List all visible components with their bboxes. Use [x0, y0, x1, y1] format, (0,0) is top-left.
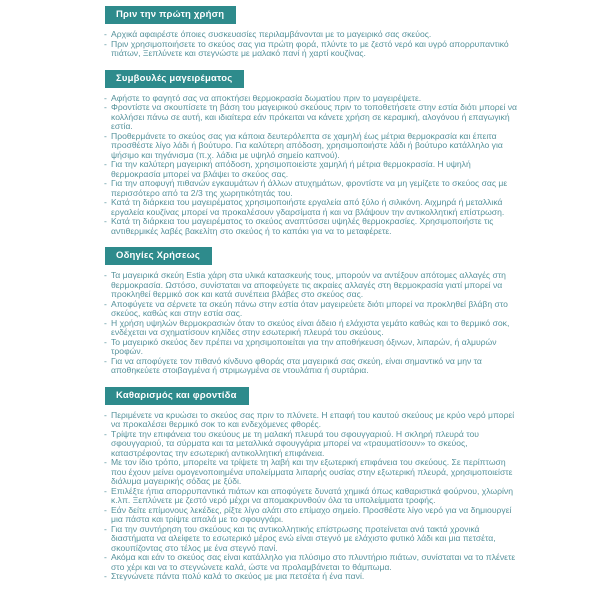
instruction-text: Κατά τη διάρκεια του μαγειρέματος το σκεύος αναπτύσσει υψηλές θερμοκρασίες. Χρησιμοποιήστε τις αντιθερμικές λαβές βακελίτη στο σκεύος ή το καπάκι για να το μεταφέρετε. — [111, 216, 494, 236]
instruction-text: Πριν χρησιμοποιήσετε το σκεύος σας για πρώτη φορά, πλύντε το με ζεστό νερό και υγρό απορρυπαντικό πιάτων, Ξεπλύνετε και στεγνώστε με μαλακό πανί ή χαρτί κουζίνας. — [111, 38, 509, 58]
bullet-list — [104, 271, 520, 376]
section-header-badge: Οδηγίες Χρήσεως — [105, 247, 212, 265]
instruction-item — [104, 300, 520, 319]
instruction-item — [104, 132, 520, 161]
bullet-dash-marker: - — [104, 159, 107, 169]
instruction-text: Με τον ίδιο τρόπο, μπορείτε να τρίψετε τη λαβή και την εξωτερική επιφάνεια του σκεύους. Σε περίπτωση που έχουν μείνει ομογενοποιημένα υπολείμματα λιπαρής ουσίας στην εξωτερική πλευρά, χρησιμοποιείστε διάλυμα μαγειρικής σόδας με ξύδι. — [111, 457, 513, 486]
instruction-item — [104, 525, 520, 554]
instruction-text: Επιλέξτε ήπια απορρυπαντικά πιάτων και αποφύγετε δυνατά χημικά όπως καθαριστικά φούρνου, χλωρίνη κ.λπ. Ξεπλύνετε με ζεστό νερό μέχρι να απομακρυνθούν όλα τα υπολείμματα τροφής. — [111, 485, 513, 505]
instruction-text: Προθερμάνετε το σκεύος σας για κάποια δευτερόλεπτα σε χαμηλή έως μέτρια θερμοκρασία και έπειτα προσθέστε λίγο λάδι ή βούτυρο. Για καλύτερη απόδοση, χρησιμοποιήστε λάδι ή βούτυρο κατάλληλο για ψήσιμο και τηγάνισμα (π.χ. λάδια με υψηλό σημείο καπνού). — [111, 130, 503, 160]
instruction-text: Τα μαγειρικά σκεύη Estia χάρη στα υλικά κατασκευής τους, μπορούν να αντέξουν απότομες αλλαγές στη θερμοκρασία. Ωστόσο, συνίσταται να αποφεύγετε τις ακραίες αλλαγές στη θερμοκρασία γιατί μπορεί να προκληθεί θερμικό σοκ και κατά συνέπεια βλάβες στο σκεύος σας. — [111, 270, 506, 299]
bullet-dash-marker: - — [104, 571, 107, 581]
instruction-text: Ακόμα και εάν το σκεύος σας είναι κατάλληλο για πλύσιμο στο πλυντήριο πιάτων, συνίσταται να το πλένετε στο χέρι και να το στεγνώνετε καλά, ώστε να προλαμβάνεται το θάμπωμα. — [111, 552, 516, 572]
sections-container — [104, 4, 520, 582]
bullet-dash-marker: - — [104, 130, 107, 141]
instruction-item — [104, 271, 520, 300]
instruction-item — [104, 458, 520, 487]
instruction-text: Για την καλύτερη μαγειρική απόδοση, χρησιμοποιείστε χαμηλή ή μέτρια θερμοκρασία. Η υψηλή θερμοκρασία μπορεί να βλάψει το σκεύος σας. — [111, 159, 471, 179]
instruction-section — [104, 245, 520, 376]
instruction-item — [104, 553, 520, 572]
instruction-text: Εάν δείτε επίμονους λεκέδες, ρίξτε λίγο αλάτι στο επίμαχο σημείο. Προσθέστε λίγο νερό για να δημιουργεί μια πάστα και τρίψτε απαλά με το σφουγγάρι. — [111, 504, 512, 524]
instruction-section — [104, 385, 520, 582]
instruction-item — [104, 430, 520, 459]
bullet-dash-marker: - — [104, 102, 107, 112]
bullet-dash-marker: - — [104, 523, 107, 534]
instruction-text: Κατά τη διάρκεια του μαγειρέματος χρησιμοποιήστε εργαλεία από ξύλο ή σιλικόνη. Αιχμηρά ή μεταλλικά εργαλεία κουζίνας μπορεί να προκαλέσουν γδαρσίματα ή και να βλάψουν την αντικολλητική επίστρωση. — [111, 197, 505, 217]
instruction-text: Αποφύγετε να σέρνετε τα σκεύη πάνω στην εστία όταν μαγειρεύετε διότι μπορεί να προκληθεί βλάβη στο σκεύος, καθώς και στην εστία σας. — [111, 298, 508, 318]
instruction-section — [104, 68, 520, 237]
instruction-item — [104, 506, 520, 525]
bullet-list — [104, 411, 520, 582]
bullet-dash-marker: - — [104, 504, 107, 515]
instruction-text: Φροντίστε να σκουπίσετε τη βάση του μαγειρικού σκεύους πριν το τοποθετήσετε στην εστία διότι μπορεί να κολλήσει πάνω σε αυτή, και ιδιαίτερα εάν πρόκειται να κάνετε χρήση σε κεραμική, αλογόνου ή επαγωγική εστία. — [111, 102, 518, 131]
section-header-badge: Πριν την πρώτη χρήση — [105, 6, 236, 24]
instruction-item — [104, 319, 520, 338]
instruction-text: Το μαγειρικό σκεύος δεν πρέπει να χρησιμοποιείται για την αποθήκευση όξινων, λιπαρών, ή αλμυρών τροφών. — [111, 336, 497, 356]
instruction-text: Αφήστε το φαγητό σας να αποκτήσει θερμοκρασία δωματίου πριν το μαγειρέψετε. — [111, 92, 422, 103]
bullet-dash-marker: - — [104, 409, 107, 420]
instruction-section — [104, 4, 520, 59]
instruction-item — [104, 179, 520, 198]
instruction-item — [104, 198, 520, 217]
instruction-item — [104, 487, 520, 506]
instruction-text: Η χρήση υψηλών θερμοκρασιών όταν το σκεύος είναι άδειο ή ελάχιστα γεμάτο καθώς και το θερμικό σοκ, ενδέχεται να σχηματίσουν κηλίδες στην εσωτερική πλευρά του σκεύους. — [111, 317, 510, 337]
instruction-text: Τρίψτε την επιφάνεια του σκεύους με τη μαλακή πλευρά του σφουγγαριού. Η σκληρή πλευρά του σφουγγαριού, τα σύρματα και τα μεταλλικά σφουγγάρια μπορεί να «τραυματίσουν» το σκεύος, καταστρέφοντας την εσωτερική αντικολλητική επιφάνεια. — [111, 428, 479, 458]
bullet-dash-marker: - — [104, 355, 107, 366]
instruction-item — [104, 103, 520, 132]
bullet-dash-marker: - — [104, 298, 107, 309]
bullet-dash-marker: - — [104, 216, 107, 226]
bullet-dash-marker: - — [104, 485, 107, 496]
instruction-item — [104, 217, 520, 236]
bullet-dash-marker: - — [104, 552, 107, 562]
instruction-text: Αρχικά αφαιρέστε όποιες συσκευασίες περιλαμβάνονται με το μαγειρικό σας σκεύος. — [111, 29, 432, 39]
instruction-item — [104, 338, 520, 357]
bullet-dash-marker: - — [104, 336, 107, 347]
instruction-text: Για την αποφυγή πιθανών εγκαυμάτων ή άλλων ατυχημάτων, φροντίστε να μη γεμίζετε το σκεύος σας με περισσότερο από τα 2/3 της χωρητικότητάς του. — [111, 178, 508, 198]
bullet-dash-marker: - — [104, 92, 107, 103]
instruction-item — [104, 572, 520, 582]
instruction-item — [104, 160, 520, 179]
bullet-list — [104, 30, 520, 59]
bullet-dash-marker: - — [104, 178, 107, 188]
instruction-text: Για να αποφύγετε τον πιθανό κίνδυνο φθοράς στα μαγειρικά σας σκεύη, είναι σημαντικό να μην τα αποθηκεύετε στοιβαγμένα ή στριμωγμένα σε ντουλάπια ή συρτάρια. — [111, 355, 482, 375]
bullet-dash-marker: - — [104, 457, 107, 467]
instruction-text: Στεγνώνετε πάντα πολύ καλά το σκεύος με μια πετσέτα ή ένα πανί. — [111, 571, 365, 581]
bullet-dash-marker: - — [104, 317, 107, 328]
instruction-item — [104, 357, 520, 376]
bullet-dash-marker: - — [104, 428, 107, 439]
instruction-item — [104, 411, 520, 430]
bullet-list — [104, 94, 520, 237]
instruction-item — [104, 40, 520, 59]
bullet-dash-marker: - — [104, 29, 107, 39]
bullet-dash-marker: - — [104, 197, 107, 207]
bullet-dash-marker: - — [104, 270, 107, 280]
instruction-text: Για την συντήρηση του σκεύους και τις αντικολλητικής επίστρωσης προτείνεται ανά τακτά χρονικά διαστήματα να αλείφετε το εσωτερικό μέρος ενώ είναι στεγνό με ελάχιστο φυτικό λάδι και μια πετσέτα, σκουπίζοντας στο τέλος με ένα στεγνό πανί. — [111, 523, 496, 553]
section-header-badge: Συμβουλές μαγειρέματος — [105, 70, 244, 88]
instruction-text: Περιμένετε να κρυώσει το σκεύος σας πριν το πλύνετε. Η επαφή του καυτού σκεύους με κρύο νερό μπορεί να προκαλέσει θερμικό σοκ το και ενδεχόμενες φθορές. — [111, 409, 515, 429]
bullet-dash-marker: - — [104, 38, 107, 49]
section-header-badge: Καθαρισμός και φροντίδα — [105, 387, 249, 405]
